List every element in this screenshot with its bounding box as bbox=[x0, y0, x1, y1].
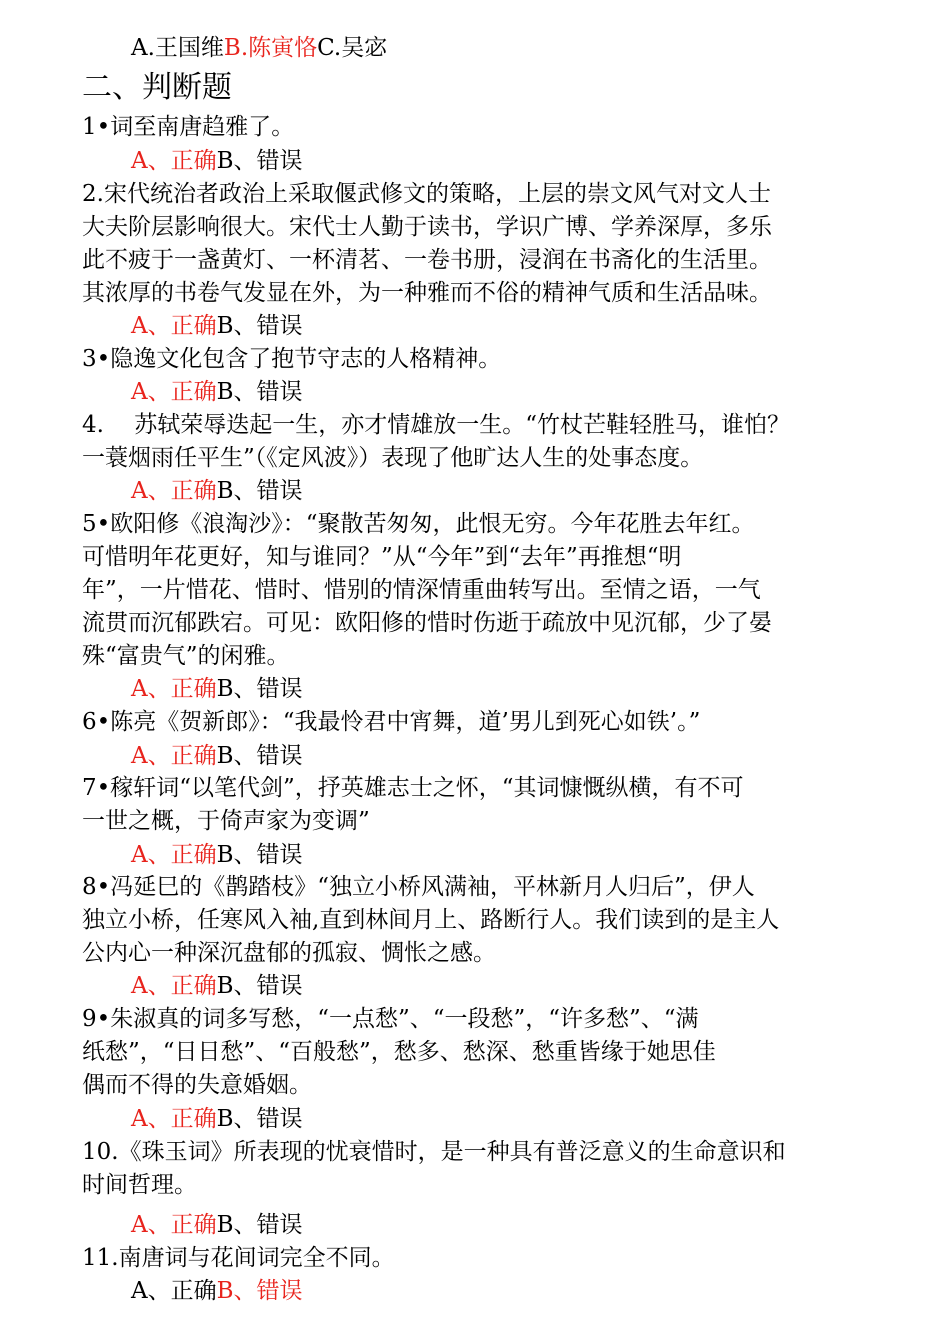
question-10-options bbox=[131, 1209, 303, 1242]
question-6-line-1: 6•陈亮《贺新郎》：“我最怜君中宵舞，道’男儿到死心如铁’。” bbox=[82, 709, 701, 735]
option-a-correct: A、正确 bbox=[131, 1212, 217, 1238]
question-5-line-5: 殊“富贵气”的闲雅。 bbox=[82, 643, 290, 669]
question-9-line-3: 偶而不得的失意婚姻。 bbox=[82, 1072, 312, 1098]
option-a-correct: A、正确 bbox=[131, 148, 217, 174]
option-b-wrong: B、错误 bbox=[216, 478, 303, 504]
question-9-line-2: 纸愁”，“日日愁”、“百般愁”，愁多、愁深、愁重皆缘于她思佳 bbox=[82, 1039, 716, 1065]
option-a-correct: A、正确 bbox=[131, 478, 217, 504]
option-a-correct: A、正确 bbox=[131, 1278, 217, 1304]
option-a-correct: A、正确 bbox=[131, 676, 217, 702]
question-3-options bbox=[131, 376, 303, 409]
question-2-options bbox=[131, 310, 303, 343]
question-9-options bbox=[131, 1103, 303, 1136]
question-8-line-2: 独立小桥，任寒风入袖,直到林间月上、路断行人。我们读到的是主人 bbox=[82, 907, 780, 933]
question-2-line-1: 2.宋代统治者政治上采取偃武修文的策略，上层的崇文风气对文人士 bbox=[82, 181, 771, 207]
question-3-line-1: 3•隐逸文化包含了抱节守志的人格精神。 bbox=[82, 346, 502, 372]
question-7-options bbox=[131, 839, 303, 872]
option-b-wrong: B、错误 bbox=[216, 1278, 303, 1304]
previous-answer-options bbox=[131, 32, 387, 65]
question-8-line-3: 公内心一种深沉盘郁的孤寂、惆怅之感。 bbox=[82, 940, 496, 966]
option-a-correct: A、正确 bbox=[131, 313, 217, 339]
question-4-options bbox=[131, 475, 303, 508]
option-b-wrong: B、错误 bbox=[216, 148, 303, 174]
question-10-line-2: 时间哲理。 bbox=[82, 1172, 197, 1198]
option-b-wrong: B、错误 bbox=[216, 1212, 303, 1238]
question-1-line-1: 1•词至南唐趋雅了。 bbox=[82, 114, 295, 140]
previous-option-b: B.陈寅恪 bbox=[223, 35, 318, 61]
question-8-options bbox=[131, 970, 303, 1003]
question-2-line-3: 此不疲于一盏黄灯、一杯清茗、一卷书册，浸润在书斋化的生活里。 bbox=[82, 247, 772, 273]
question-8-line-1: 8•冯延巳的《鹊踏枝》“独立小桥风满袖，平林新月人归后”，伊人 bbox=[82, 874, 755, 900]
question-2-line-4: 其浓厚的书卷气发显在外，为一种雅而不俗的精神气质和生活品味。 bbox=[82, 280, 772, 306]
question-5-line-4: 流贯而沉郁跌宕。可见：欧阳修的惜时伤逝于疏放中见沉郁，少了晏 bbox=[82, 610, 772, 636]
question-7-line-1: 7•稼轩词“以笔代剑”，抒英雄志士之怀，“其词慷慨纵横，有不可 bbox=[82, 775, 744, 801]
option-a-correct: A、正确 bbox=[131, 379, 217, 405]
question-5-line-2: 可惜明年花更好，知与谁同？”从“今年”到“去年”再推想“明 bbox=[82, 544, 682, 570]
option-a-correct: A、正确 bbox=[131, 842, 217, 868]
question-5-line-3: 年”，一片惜花、惜时、惜别的情深情重曲转写出。至情之语，一气 bbox=[82, 577, 761, 603]
question-4-line-1: 4. 苏轼荣辱迭起一生，亦才情雄放一生。“竹杖芒鞋轻胜马，谁怕？ bbox=[82, 412, 791, 438]
section-title: 二、判断题 bbox=[82, 70, 232, 105]
previous-option-a: A.王国维 bbox=[131, 35, 224, 61]
option-b-wrong: B、错误 bbox=[216, 842, 303, 868]
option-b-wrong: B、错误 bbox=[216, 313, 303, 339]
question-11-options bbox=[131, 1275, 303, 1308]
question-4-line-2: 一蓑烟雨任平生”（《定风波》）表现了他旷达人生的处事态度。 bbox=[82, 445, 704, 471]
option-b-wrong: B、错误 bbox=[216, 1106, 303, 1132]
option-a-correct: A、正确 bbox=[131, 743, 217, 769]
previous-option-c: C.吴宓 bbox=[317, 35, 388, 61]
question-6-options bbox=[131, 740, 303, 773]
option-b-wrong: B、错误 bbox=[216, 743, 303, 769]
option-a-correct: A、正确 bbox=[131, 1106, 217, 1132]
question-7-line-2: 一世之概，于倚声家为变调” bbox=[82, 808, 370, 834]
option-a-correct: A、正确 bbox=[131, 973, 217, 999]
question-1-options bbox=[131, 145, 303, 178]
question-5-line-1: 5•欧阳修《浪淘沙》：“聚散苦匆匆，此恨无穷。今年花胜去年红。 bbox=[82, 511, 755, 537]
question-10-line-1: 10.《珠玉词》所表现的忧衰惜时，是一种具有普泛意义的生命意识和 bbox=[82, 1139, 786, 1165]
option-b-wrong: B、错误 bbox=[216, 379, 303, 405]
question-9-line-1: 9•朱淑真的词多写愁，“一点愁”、“一段愁”，“许多愁”、“满 bbox=[82, 1006, 699, 1032]
option-b-wrong: B、错误 bbox=[216, 676, 303, 702]
question-2-line-2: 大夫阶层影响很大。宋代士人勤于读书，学识广博、学养深厚，多乐 bbox=[82, 214, 772, 240]
question-11-line-1: 11.南唐词与花间词完全不同。 bbox=[82, 1245, 395, 1271]
option-b-wrong: B、错误 bbox=[216, 973, 303, 999]
question-5-options bbox=[131, 673, 303, 706]
